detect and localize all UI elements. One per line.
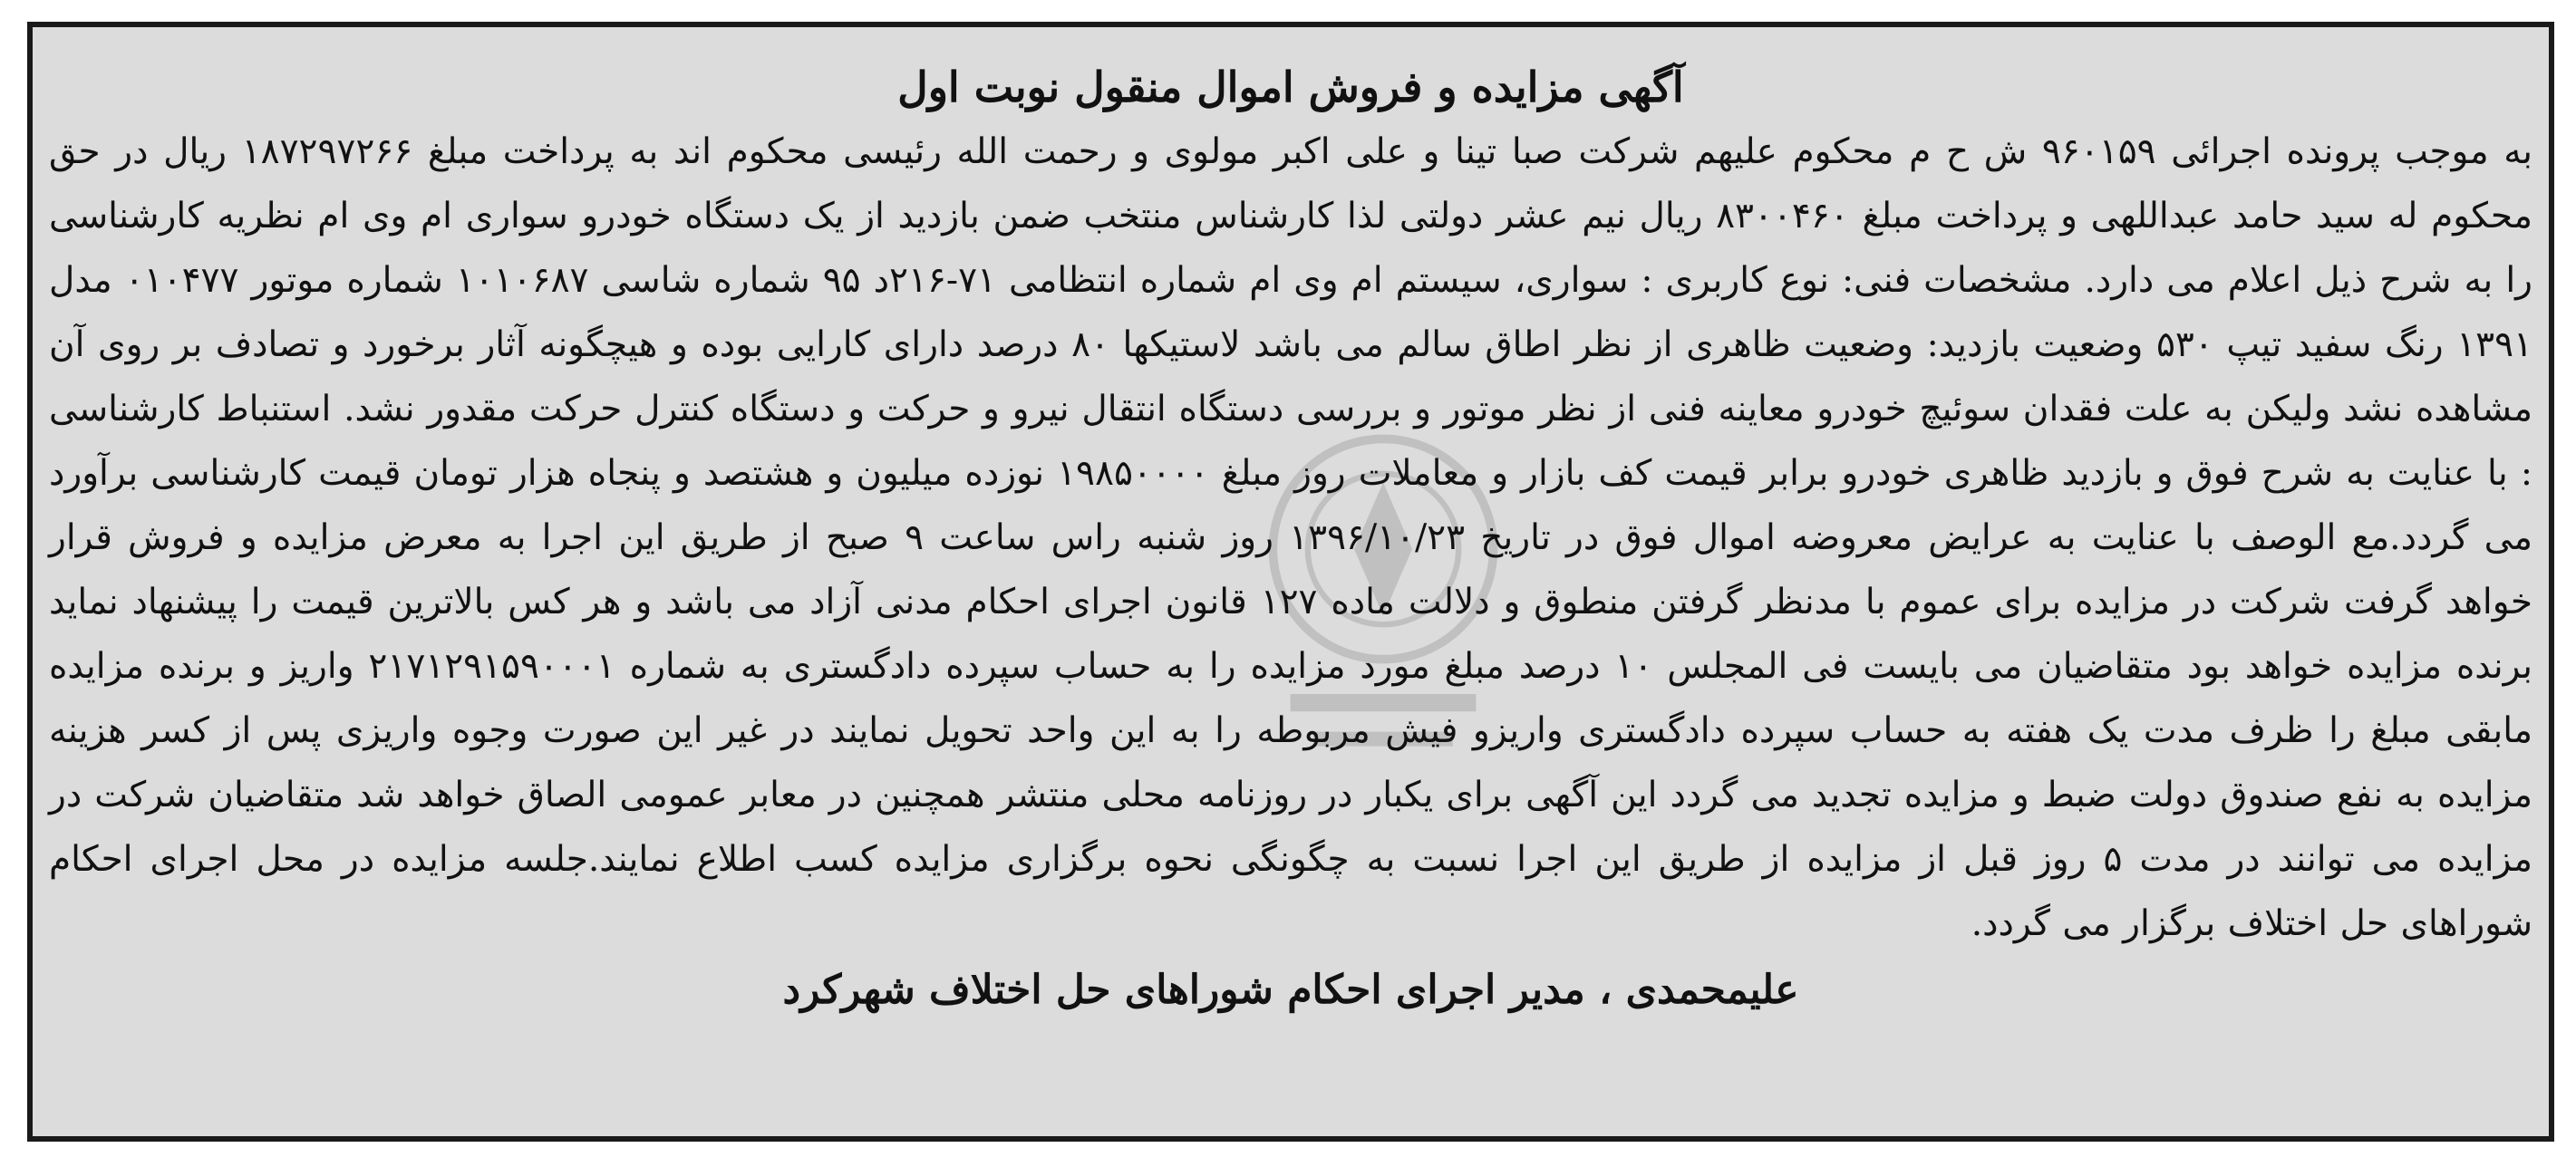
notice-box [27,22,2554,1142]
notice-signature: علیمحمدی ، مدیر اجرای احکام شوراهای حل اختلاف شهرکرد [782,967,1799,1013]
notice-content [49,54,2532,1118]
notice-body: به موجب پرونده اجرائی ۹۶۰۱۵۹ ش ح م محکوم علیهم شرکت صبا تینا و علی اکبر مولوی و رحمت الله رئیسی محکوم اند به پرداخت مبلغ ۱۸۷۲۹۷۲۶۶ ریال در حق محکوم له سید حامد عبداللهی و پرداخت مبلغ ۸۳۰۰۴۶۰ ریال نیم عشر دولتی لذا کارشناس منتخب ضمن بازدید از یک دستگاه خودرو سواری ام وی ام نظریه کارشناسی را به شرح ذیل اعلام می دارد. مشخصات فنی: نوع کاربری : سواری، سیستم ام وی ام شماره انتظامی ۷۱-۲۱۶د ۹۵ شماره شاسی ۱۰۱۰۶۸۷ شماره موتور ۰۱۰۴۷۷ مدل ۱۳۹۱ رنگ سفید تیپ ۵۳۰ وضعیت بازدید: وضعیت ظاهری از نظر اطاق سالم می باشد لاستیکها ۸۰ درصد دارای کارایی بوده و هیچگونه آثار برخورد و تصادف بر روی آن مشاهده نشد ولیکن به علت فقدان سوئیچ خودرو معاینه فنی از نظر موتور و بررسی دستگاه انتقال نیرو و حرکت و دستگاه کنترل حرکت مقدور نشد. استنباط کارشناسی : با عنایت به شرح فوق و بازدید ظاهری خودرو برابر قیمت کف بازار و معاملات روز مبلغ ۱۹۸۵۰۰۰۰ نوزده میلیون و هشتصد و پنجاه هزار تومان قیمت کارشناسی برآورد می گردد.مع الوصف با عنایت به عرایض معروضه اموال فوق در تاریخ ۱۳۹۶/۱۰/۲۳ روز شنبه راس ساعت ۹ صبح از طریق این اجرا به معرض مزایده و فروش قرار خواهد گرفت شرکت در مزایده برای عموم با مدنظر گرفتن منطوق و دلالت ماده ۱۲۷ قانون اجرای احکام مدنی آزاد می باشد و هر کس بالاترین قیمت را پیشنهاد نماید برنده مزایده خواهد بود متقاضیان می بایست فی المجلس ۱۰ درصد مبلغ مورد مزایده را به حساب سپرده دادگستری به شماره ۲۱۷۱۲۹۱۵۹۰۰۰۱ واریز و برنده مزایده مابقی مبلغ را ظرف مدت یک هفته به حساب سپرده دادگستری واریزو فیش مربوطه را به این واحد تحویل نمایند در غیر این صورت وجوه واریزی پس از کسر هزینه مزایده به نفع صندوق دولت ضبط و مزایده تجدید می گردد این آگهی برای یکبار در روزنامه محلی منتشر همچنین در معابر عمومی الصاق خواهد شد متقاضیان شرکت در مزایده می توانند در مدت ۵ روز قبل از مزایده از طریق این اجرا نسبت به چگونگی نحوه برگزاری مزایده کسب اطلاع نمایند.جلسه مزایده در محل اجرای احکام شوراهای حل اختلاف برگزار می گردد. [49,131,2533,944]
notice-title: آگهی مزایده و فروش اموال منقول نوبت اول [897,63,1684,111]
